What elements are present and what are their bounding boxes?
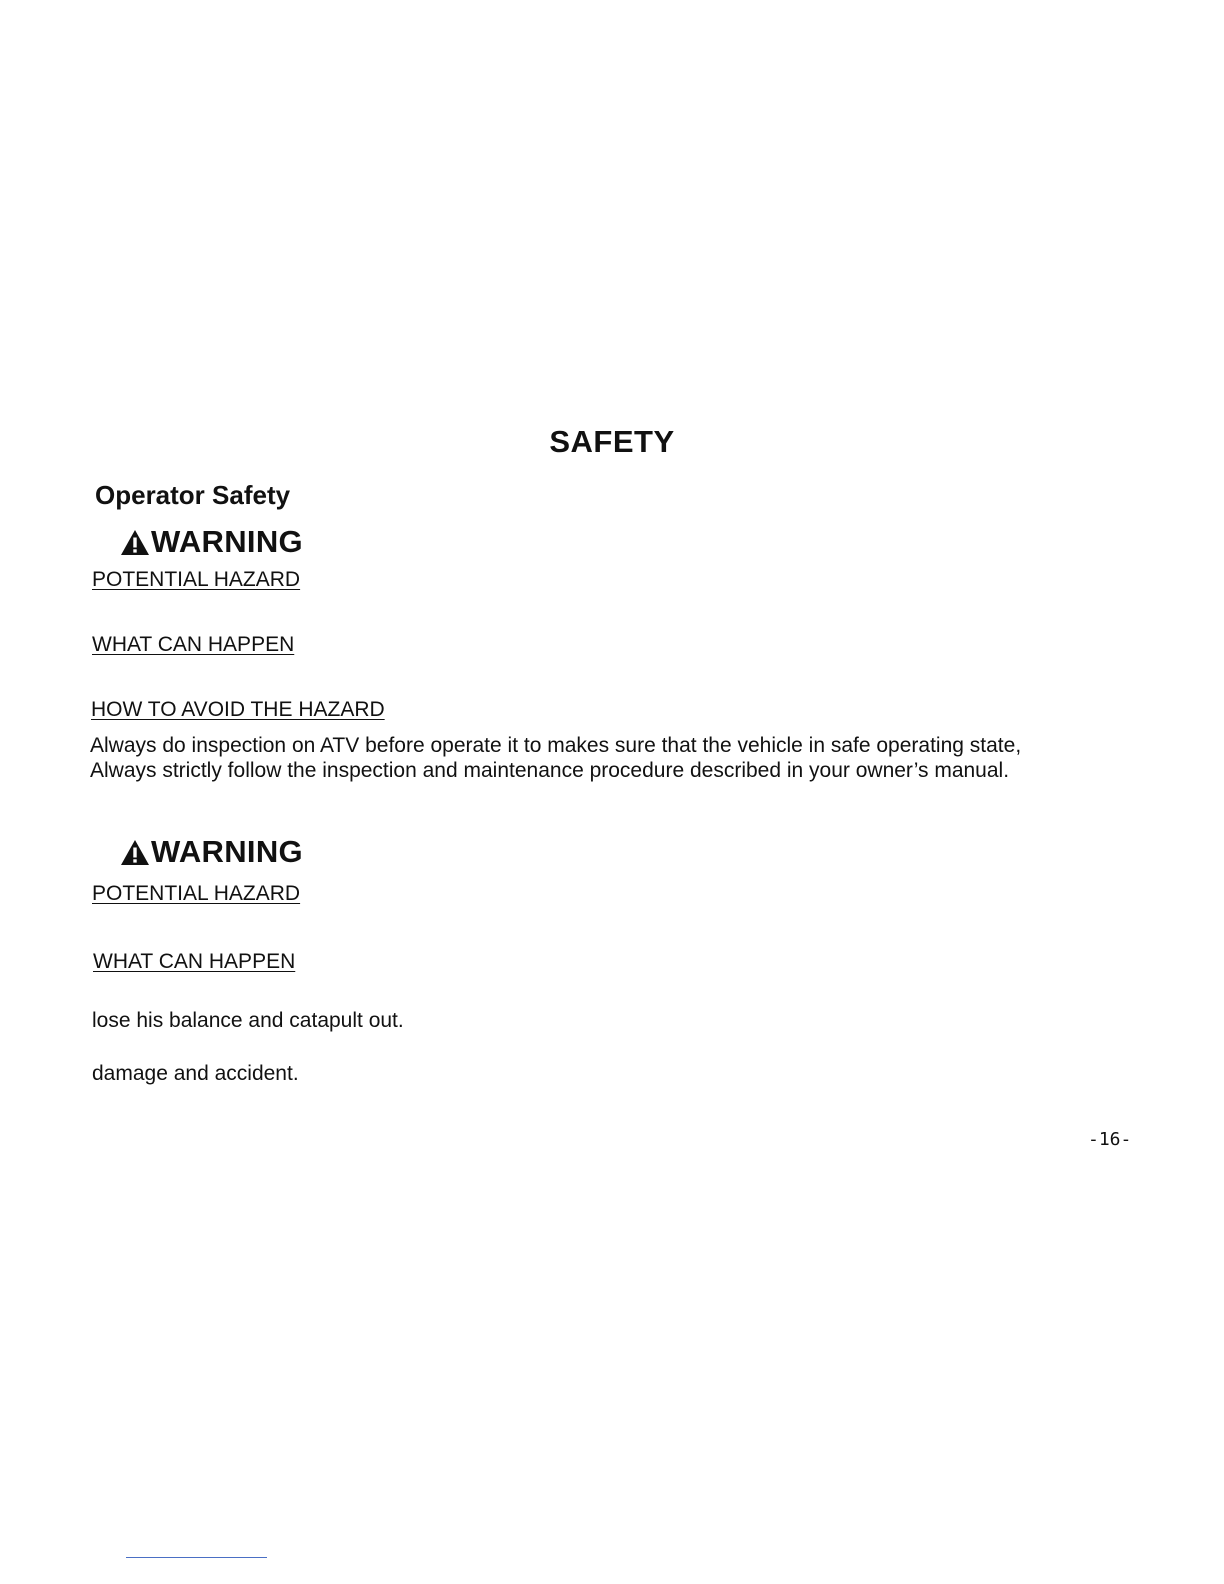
what-can-happen-heading: WHAT CAN HAPPEN bbox=[93, 950, 296, 973]
warning-heading-2 bbox=[120, 834, 303, 870]
hazard-text-line: damage and accident. bbox=[92, 1062, 299, 1085]
page-number: -16- bbox=[1088, 1129, 1132, 1150]
page-title: SAFETY bbox=[549, 424, 675, 459]
potential-hazard-heading: POTENTIAL HAZARD bbox=[92, 882, 301, 905]
section-heading: Operator Safety bbox=[95, 480, 291, 510]
warning-label: WARNING bbox=[151, 834, 303, 869]
hazard-text-line: lose his balance and catapult out. bbox=[92, 1009, 404, 1032]
footer-rule bbox=[126, 1557, 267, 1558]
potential-hazard-heading: POTENTIAL HAZARD bbox=[92, 568, 301, 591]
inspection-paragraph: Always do inspection on ATV before operate it to makes sure that the vehicle in safe operating state, Always strictly follow the inspection and maintenance procedure described in your owner’s manual. bbox=[90, 734, 1022, 782]
warning-label: WARNING bbox=[151, 524, 303, 559]
warning-triangle-icon bbox=[120, 839, 150, 866]
how-to-avoid-heading: HOW TO AVOID THE HAZARD bbox=[91, 698, 385, 721]
warning-triangle-icon bbox=[120, 529, 150, 556]
what-can-happen-heading: WHAT CAN HAPPEN bbox=[92, 633, 295, 656]
warning-heading-1 bbox=[120, 524, 303, 560]
